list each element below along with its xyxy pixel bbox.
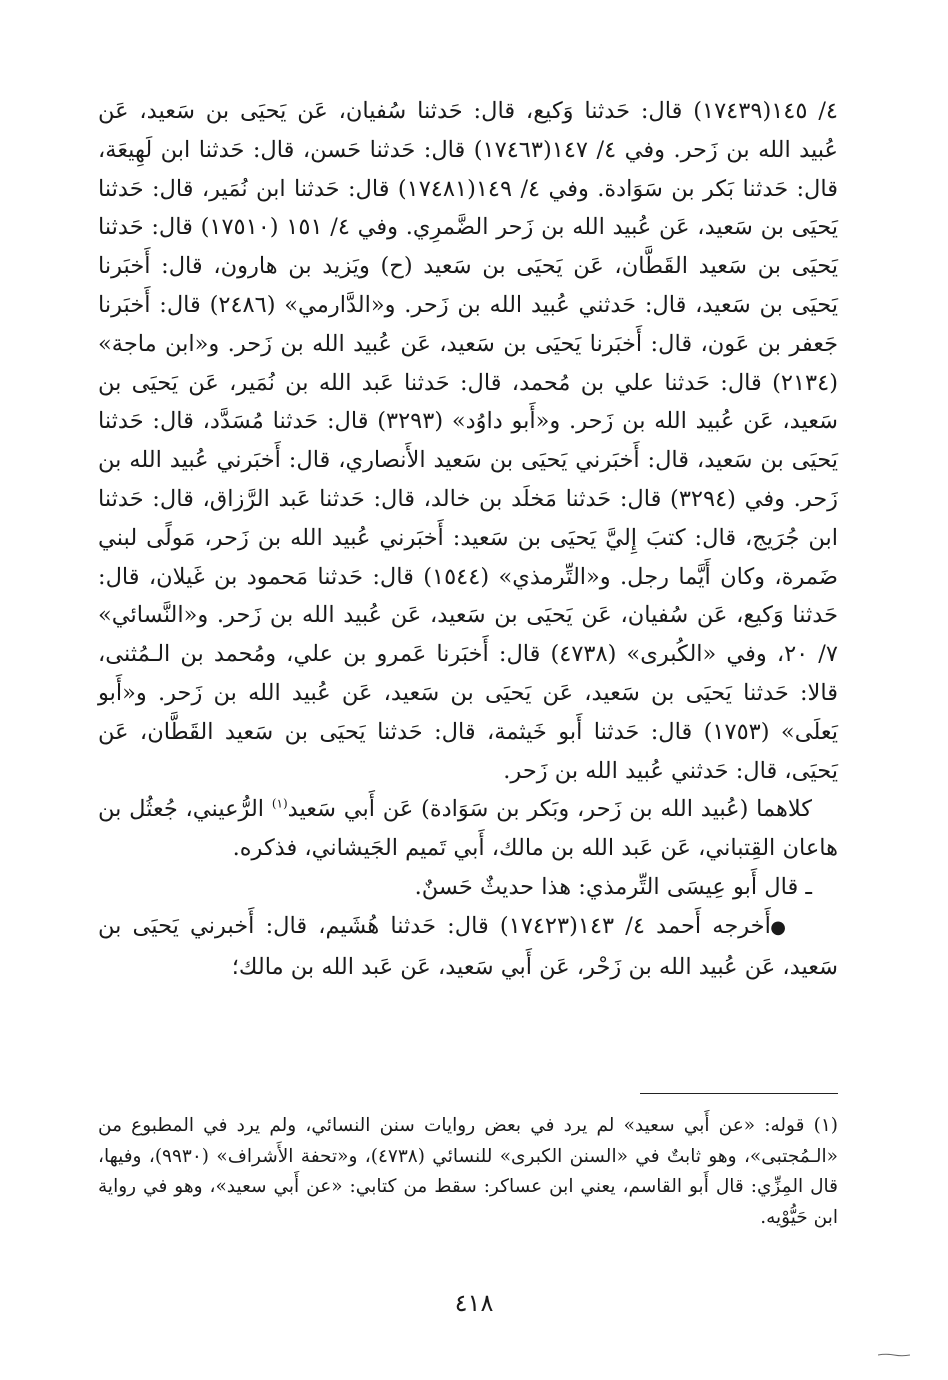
takhrij-paragraph: ٤/ ١٤٥(١٧٤٣٩) قال: حَدثنا وَكيع، قال: حَدثنا سُفيان، عَن يَحيَى بن سَعيد، عَن عُبيد الله بن زَحر. وفي ٤/ ١٤٧(١٧٤٦٣) قال: حَدثنا حَسن، قال: حَدثنا ابن لَهِيعَة، قال: حَدثنا بَكر بن سَوَادة. وفي ٤/ ١٤٩(١٧٤٨١) قال: حَدثنا ابن نُمَير، قال: حَدثنا يَحيَى بن سَعيد، عَن عُبيد الله بن زَحر الضَّمرِي. وفي ٤/ ١٥١ (١٧٥١٠) قال: حَدثنا يَحيَى بن سَعيد القَطَّان، عَن يَحيَى بن سَعيد (ح) ويَزيد بن هارون، قال: أَخبَرنا يَحيَى بن سَعيد، قال: حَدثني عُبيد الله بن زَحر. و«الدَّارمي» (٢٤٨٦) قال: أَخبَرنا جَعفر بن عَون، قال: أَخبَرنا يَحيَى بن سَعيد، عَن عُبيد الله بن زَحر. و«ابن ماجة» (٢١٣٤) قال: حَدثنا علي بن مُحمد، قال: حَدثنا عَبد الله بن نُمَير، عَن يَحيَى بن سَعيد، عَن عُبيد الله بن زَحر. و«أَبو داوُد» (٣٢٩٣) قال: حَدثنا مُسَدَّد، قال: حَدثنا يَحيَى بن سَعيد، قال: أَخبَرني يَحيَى بن سَعيد الأَنصاري، قال: أَخبَرني عُبيد الله بن زَحر. وفي (٣٢٩٤) قال: حَدثنا مَخلَد بن خالد، قال: حَدثنا عَبد الرَّزاق، قال: حَدثنا ابن جُرَيج، قال: كتبَ إِليَّ يَحيَى بن سَعيد: أَخبَرني عُبيد الله بن زَحر، مَولًى لبني ضَمرة، وكان أَيَّما رجل. و«التِّرمذي» (١٥٤٤) قال: حَدثنا مَحمود بن غَيلان، قال: حَدثنا وَكيع، عَن سُفيان، عَن يَحيَى بن سَعيد، عَن عُبيد الله بن زَحر. و«النَّسائي» ٧/ ٢٠، وفي «الكُبرى» (٤٧٣٨) قال: أَخبَرنا عَمرو بن علي، ومُحمد بن الـمُثنى، قالا: حَدثنا يَحيَى بن سَعيد، عَن يَحيَى بن سَعيد، عَن عُبيد الله بن زَحر. و«أَبو يَعلَى» (١٧٥٣) قال: حَدثنا أَبو خَيثمة، قال: حَدثنا يَحيَى بن سَعيد القَطَّان، عَن يَحيَى، قال: حَدثني عُبيد الله بن زَحر.: [98, 98, 839, 784]
narrators-paragraph: [98, 790, 838, 868]
narrators-text-start: كلاهما (عُبيد الله بن زَحر، وبَكر بن سَوَادة) عَن أَبي سَعيد: [287, 796, 812, 823]
ahmad-paragraph: [98, 907, 838, 987]
ahmad-paragraph-text: أَخرجه أَحمد ٤/ ١٤٣(١٧٤٢٣) قال: حَدثنا هُشَيم، قال: أَخبرني يَحيَى بن سَعيد، عَن عُبيد الله بن زَحْر، عَن أَبي سَعيد، عَن عَبد الله بن مالك؛: [98, 912, 838, 980]
footnote-reference: (١): [271, 796, 288, 811]
main-text-body: [98, 92, 838, 986]
footnotes-section: [98, 1111, 838, 1233]
footnote-separator: [640, 1093, 838, 1094]
footnote-1: (١) قوله: «عن أَبي سعيد» لم يرد في بعض روايات سنن النسائي، ولم يرد في المطبوع من «الـمُجتبى»، وهو ثابتٌ في «السنن الكبرى» للنسائي (٤٧٣٨)، و«تحفة الأَشراف» (٩٩٣٠)، وفيها، قال المِزِّي: قال أَبو القاسم، يعني ابن عساكر: سقط من كتابي: «عن أَبي سعيد»، وهو في رواية ابن حَيُّوْيه.: [98, 1115, 838, 1228]
narrators-text-end: الرُّعيني، جُعثُل بن هاعان القِتباني، عَن عَبد الله بن مالك، أَبي تَميم الجَيشاني، فذكره.: [98, 796, 838, 862]
page-number: ٤١٨: [454, 1289, 494, 1317]
scan-mark-decoration: [878, 1353, 910, 1357]
tirmidhi-grading: ـ قال أَبو عِيسَى التِّرمذي: هذا حديثٌ حَسنٌ.: [414, 873, 812, 900]
bullet-icon: ●: [770, 916, 786, 938]
